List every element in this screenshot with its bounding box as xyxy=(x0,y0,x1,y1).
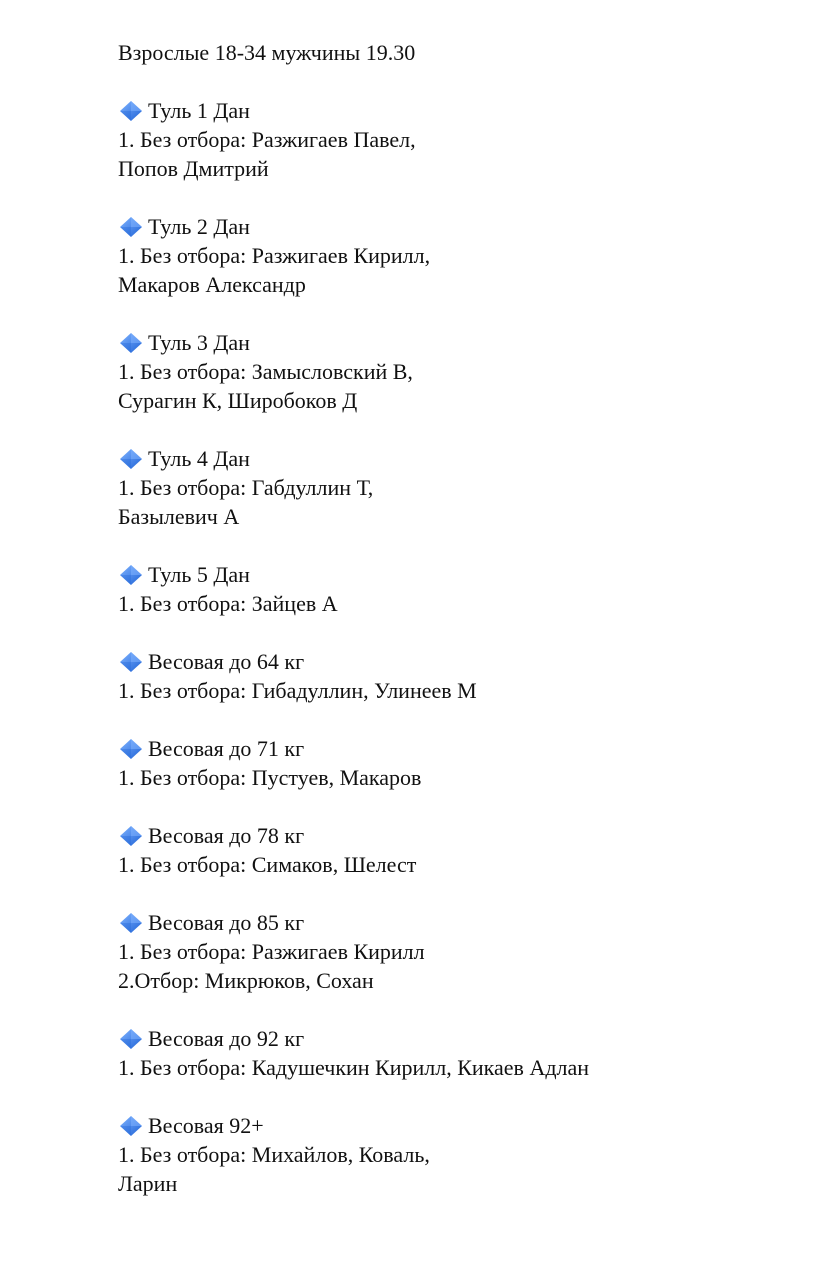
large-blue-diamond-icon xyxy=(118,912,144,934)
large-blue-diamond-icon xyxy=(118,332,144,354)
category-section xyxy=(118,734,808,792)
category-heading xyxy=(118,328,808,357)
category-section xyxy=(118,647,808,705)
participant-line: 1. Без отбора: Михайлов, Коваль, xyxy=(118,1142,430,1167)
document-body xyxy=(118,38,808,1227)
large-blue-diamond-icon xyxy=(118,448,144,470)
category-heading xyxy=(118,1024,808,1053)
large-blue-diamond-icon xyxy=(118,825,144,847)
category-section xyxy=(118,1111,808,1198)
category-section xyxy=(118,212,808,299)
participant-line: 1. Без отбора: Разжигаев Павел, xyxy=(118,127,416,152)
large-blue-diamond-icon xyxy=(118,100,144,122)
large-blue-diamond-icon xyxy=(118,216,144,238)
category-heading-text: Весовая до 71 кг xyxy=(148,736,305,761)
category-heading-text: Туль 4 Дан xyxy=(148,446,250,471)
category-heading xyxy=(118,560,808,589)
participant-line: 1. Без отбора: Разжигаев Кирилл, xyxy=(118,243,431,268)
participant-line: 1. Без отбора: Разжигаев Кирилл xyxy=(118,939,425,964)
large-blue-diamond-icon xyxy=(118,651,144,673)
category-section xyxy=(118,328,808,415)
category-section xyxy=(118,560,808,618)
category-list xyxy=(118,96,808,1198)
category-heading xyxy=(118,1111,808,1140)
category-heading xyxy=(118,734,808,763)
participant-line: Сурагин К, Широбоков Д xyxy=(118,388,358,413)
category-heading-text: Весовая 92+ xyxy=(148,1113,264,1138)
participant-line: 1. Без отбора: Габдуллин Т, xyxy=(118,475,374,500)
category-heading xyxy=(118,96,808,125)
category-heading-text: Весовая до 92 кг xyxy=(148,1026,305,1051)
category-heading-text: Туль 2 Дан xyxy=(148,214,250,239)
category-section xyxy=(118,96,808,183)
large-blue-diamond-icon xyxy=(118,1115,144,1137)
participant-line: Ларин xyxy=(118,1171,178,1196)
category-section xyxy=(118,444,808,531)
participant-line: 2.Отбор: Микрюков, Сохан xyxy=(118,968,374,993)
participant-line: 1. Без отбора: Симаков, Шелест xyxy=(118,852,417,877)
category-heading-text: Туль 3 Дан xyxy=(148,330,250,355)
category-heading-text: Весовая до 78 кг xyxy=(148,823,305,848)
category-section xyxy=(118,821,808,879)
category-section xyxy=(118,908,808,995)
participant-line: Макаров Александр xyxy=(118,272,306,297)
category-heading xyxy=(118,821,808,850)
participant-line: 1. Без отбора: Гибадуллин, Улинеев М xyxy=(118,678,477,703)
category-heading-text: Весовая до 85 кг xyxy=(148,910,305,935)
category-heading-text: Туль 5 Дан xyxy=(148,562,250,587)
participant-line: 1. Без отбора: Зайцев А xyxy=(118,591,338,616)
participant-line: 1. Без отбора: Пустуев, Макаров xyxy=(118,765,422,790)
participant-line: Попов Дмитрий xyxy=(118,156,269,181)
participant-line: 1. Без отбора: Кадушечкин Кирилл, Кикаев Адлан xyxy=(118,1055,590,1080)
participant-line: 1. Без отбора: Замысловский В, xyxy=(118,359,413,384)
category-heading-text: Весовая до 64 кг xyxy=(148,649,305,674)
category-heading xyxy=(118,908,808,937)
participant-line: Базылевич А xyxy=(118,504,240,529)
category-section xyxy=(118,1024,808,1082)
category-heading xyxy=(118,212,808,241)
large-blue-diamond-icon xyxy=(118,738,144,760)
large-blue-diamond-icon xyxy=(118,1028,144,1050)
category-heading-text: Туль 1 Дан xyxy=(148,98,250,123)
category-heading xyxy=(118,647,808,676)
document-title: Взрослые 18-34 мужчины 19.30 xyxy=(118,40,416,65)
category-heading xyxy=(118,444,808,473)
large-blue-diamond-icon xyxy=(118,564,144,586)
